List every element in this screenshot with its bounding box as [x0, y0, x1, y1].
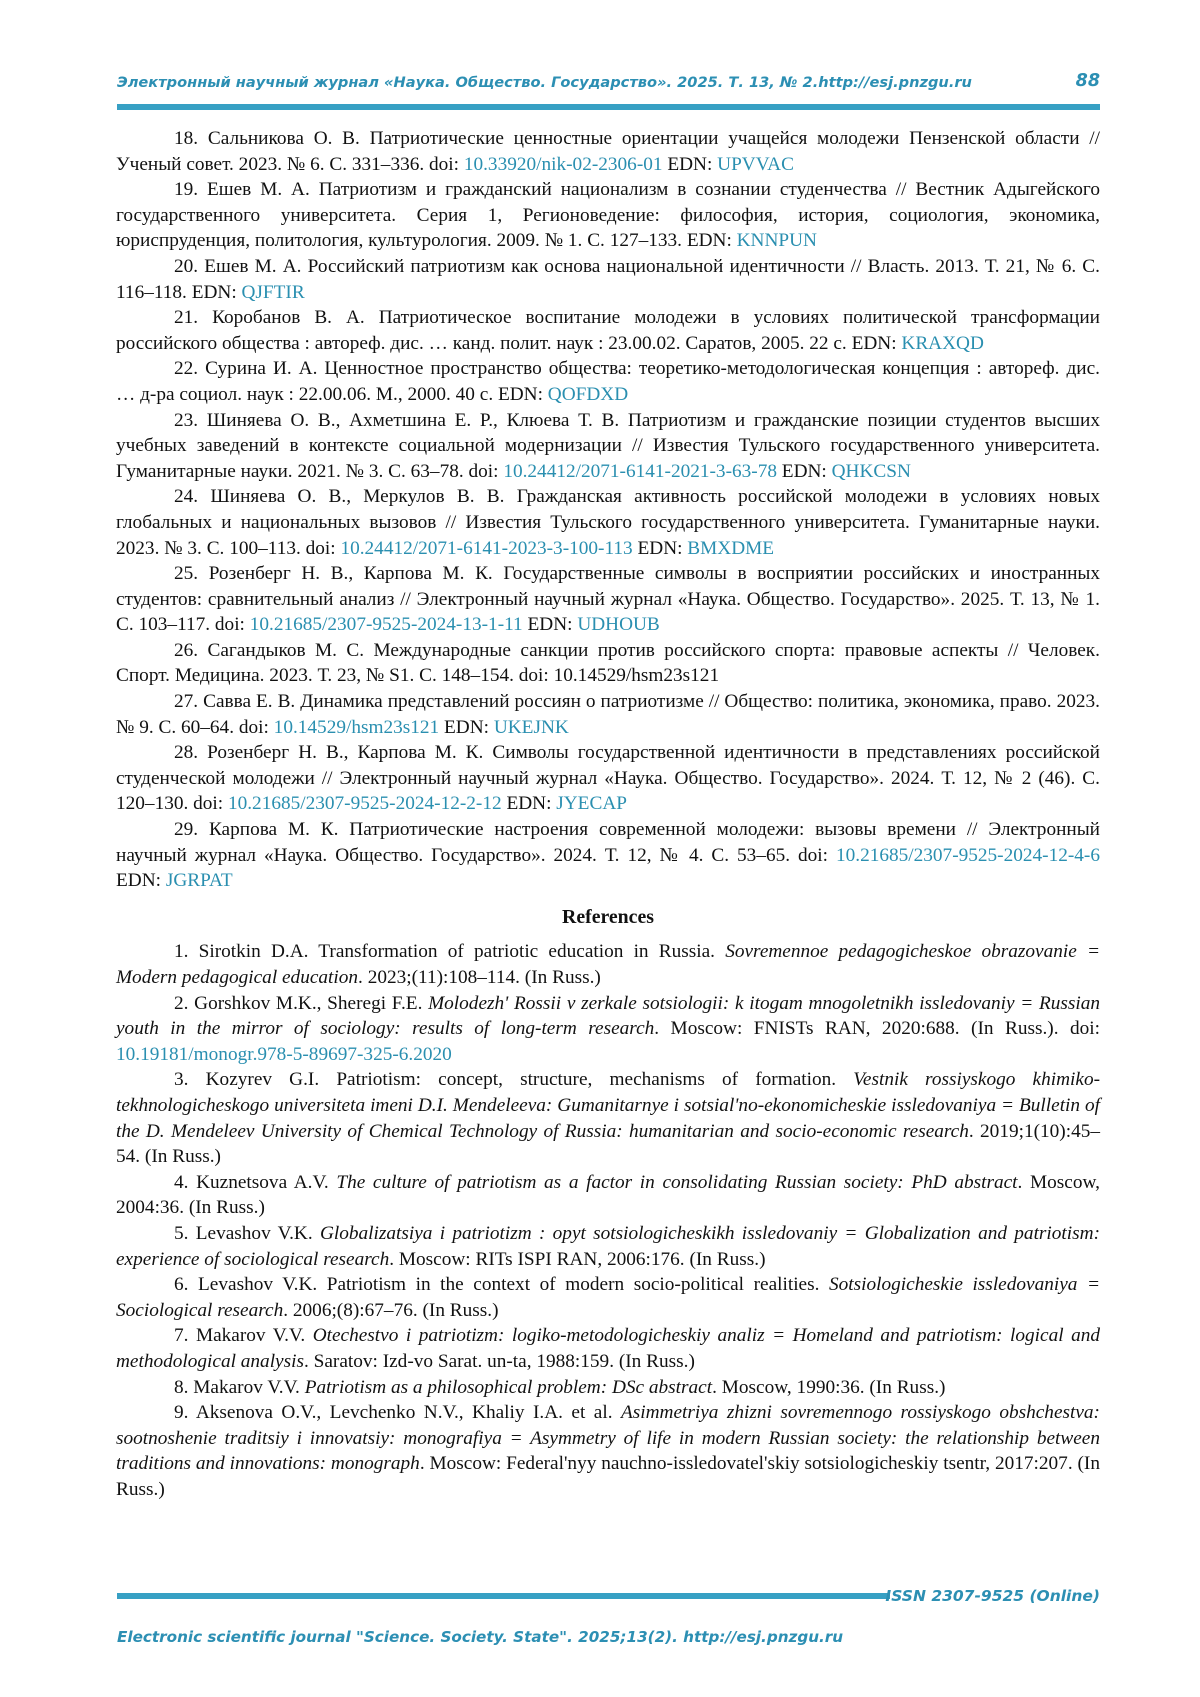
doi-link[interactable]: 10.24412/2071-6141-2021-3-63-78	[503, 460, 777, 482]
edn-label: EDN:	[776, 460, 832, 482]
reference-details: . Moscow, 1990:36. (In Russ.)	[712, 1376, 946, 1398]
doi-link[interactable]: 10.14529/hsm23s121	[273, 716, 440, 738]
reference-details: . 2023;(11):108–114. (In Russ.)	[358, 967, 601, 988]
footer-citation: Electronic scientific journal "Science. Society. State". 2025;13(2). http://esj.pnzgu.ru	[117, 1628, 844, 1646]
reference-item	[116, 484, 1100, 561]
reference-item	[116, 1375, 1100, 1401]
edn-label: EDN:	[522, 614, 578, 636]
edn-link[interactable]: JGRPAT	[165, 870, 233, 892]
reference-item	[116, 638, 1100, 689]
reference-authors: 5. Levashov V.K.	[174, 1222, 320, 1244]
reference-item	[116, 177, 1100, 254]
reference-source: Molodezh' Rossii v zerkale sotsiologii: k itogam mnogoletnikh issledovaniy = Russian youth in the mirror of sociology: results of long-term research	[116, 992, 1101, 1040]
reference-item	[116, 1170, 1100, 1221]
reference-details: . Moscow: RITs ISPI RAN, 2006:176. (In Russ.)	[389, 1248, 766, 1270]
reference-text: 25. Розенберг Н. В., Карпова М. К. Государственные символы в восприятии российских и иностранных студентов: сравнительный анализ // Электронный научный журнал «Наука. Общество. Государство». 2025. Т. 13, № 1. С. 103–117. doi:	[116, 563, 1100, 636]
doi-link[interactable]: 10.21685/2307-9525-2024-13-1-11	[249, 614, 523, 636]
reference-text: 27. Савва Е. В. Динамика представлений россиян о патриотизме // Общество: политика, экономика, право. 2023. № 9. С. 60–64. doi:	[116, 691, 1100, 738]
russian-references-list	[116, 126, 1100, 894]
reference-authors: 2. Gorshkov M.K., Sheregi F.E.	[174, 992, 429, 1014]
reference-item	[116, 561, 1100, 638]
reference-authors: 4. Kuznetsova A.V.	[174, 1171, 337, 1193]
reference-text: 29. Карпова М. К. Патриотические настроения современной молодежи: вызовы времени // Электронный научный журнал «Наука. Общество. Государство». 2024. Т. 12, № 4. С. 53–65. doi:	[116, 819, 1100, 866]
reference-item	[116, 740, 1100, 817]
reference-text: 22. Сурина И. А. Ценностное пространство общества: теоретико-методологическая концепция : автореф. дис. … д-ра социол. наук : 22.00.06. М., 2000. 40 с. EDN:	[116, 358, 1100, 405]
reference-item	[116, 1221, 1100, 1272]
reference-text: 26. Сагандыков М. С. Международные санкции против российского спорта: правовые аспекты // Человек. Спорт. Медицина. 2023. Т. 23, № S1. С. 148–154. doi: 10.14529/hsm23s121	[116, 639, 1100, 687]
reference-text: 21. Коробанов В. А. Патриотическое воспитание молодежи в условиях политической трансформации российского общества : автореф. дис. … канд. полит. наук : 23.00.02. Саратов, 2005. 22 с. EDN:	[116, 307, 1100, 354]
edn-label: EDN:	[439, 716, 494, 738]
reference-text: 18. Сальникова О. В. Патриотические ценностные ориентации учащейся молодежи Пензенской области // Ученый совет. 2023. № 6. С. 331–336. doi:	[116, 128, 1100, 175]
edn-label: EDN:	[632, 537, 688, 559]
reference-item	[116, 1067, 1100, 1169]
reference-item	[116, 991, 1100, 1068]
reference-details: . 2019;1(10):45–54. (In Russ.)	[116, 1120, 1100, 1168]
reference-item	[116, 817, 1100, 894]
footer-divider	[117, 1593, 890, 1599]
reference-text: 23. Шиняева О. В., Ахметшина Е. Р., Клюева Т. В. Патриотизм и гражданские позиции студентов высших учебных заведений в контексте социальной модернизации // Известия Тульского государственного университета. Гуманитарные науки. 2021. № 3. С. 63–78. doi:	[116, 409, 1100, 482]
edn-link[interactable]: KRAXQD	[901, 332, 984, 354]
reference-text: 28. Розенберг Н. В., Карпова М. К. Символы государственной идентичности в представлениях российской студенческой молодежи // Электронный научный журнал «Наука. Общество. Государство». 2024. Т. 12, № 2 (46). С. 120–130. doi:	[116, 742, 1100, 815]
reference-text: 24. Шиняева О. В., Меркулов В. В. Гражданская активность российской молодежи в условиях новых глобальных и национальных вызовов // Известия Тульского государственного университета. Гуманитарные науки. 2023. № 3. С. 100–113. doi:	[116, 486, 1100, 559]
edn-link[interactable]: UDHOUB	[577, 614, 660, 636]
issn-label: ISSN 2307-9525 (Online)	[885, 1587, 1100, 1605]
reference-item	[116, 689, 1100, 740]
edn-link[interactable]: UKEJNK	[493, 716, 569, 738]
page-number: 88	[1075, 71, 1100, 91]
doi-link[interactable]: 10.21685/2307-9525-2024-12-4-6	[835, 844, 1100, 866]
reference-source: Otechestvo i patriotizm: logiko-metodologicheskiy analiz = Homeland and patriotism: logical and methodological analysis	[116, 1325, 1100, 1372]
reference-authors: 1. Sirotkin D.A. Transformation of patriotic education in Russia.	[174, 941, 726, 963]
edn-link[interactable]: UPVVAC	[717, 153, 794, 175]
doi-link[interactable]: 10.19181/monogr.978-5-89697-325-6.2020	[116, 1043, 452, 1065]
reference-item	[116, 939, 1100, 990]
reference-item	[116, 126, 1100, 177]
reference-authors: 9. Aksenova O.V., Levchenko N.V., Khaliy I.A. et al.	[174, 1402, 621, 1424]
edn-link[interactable]: QHKCSN	[831, 460, 911, 482]
edn-label: EDN:	[501, 793, 557, 815]
bibliography-body	[116, 126, 1100, 1502]
reference-authors: 7. Makarov V.V.	[174, 1325, 313, 1347]
reference-source: Vestnik rossiyskogo khimiko-tekhnologicheskogo universiteta imeni D.I. Mendeleeva: Gumanitarnye i sotsial'no-ekonomicheskie issledovaniya = Bulletin of the D. Mendeleev University of Chemical Technology of Russia: humanitarian and socio-economic research	[116, 1069, 1101, 1142]
reference-source: Globalizatsiya i patriotizm : opyt sotsiologicheskikh issledovaniy = Globalization and patriotism: experience of sociological research	[116, 1222, 1100, 1270]
doi-link[interactable]: 10.24412/2071-6141-2023-3-100-113	[340, 537, 633, 559]
edn-label: EDN:	[662, 153, 718, 175]
reference-details: . Moscow: Federal'nyy nauchno-issledovatel'skiy sotsiologicheskiy tsentr, 2017:207. (In Russ.)	[116, 1453, 1100, 1500]
reference-source: Sovremennoe pedagogicheskoe obrazovanie = Modern pedagogical education	[116, 941, 1101, 988]
reference-details: . Moscow, 2004:36. (In Russ.)	[116, 1171, 1100, 1219]
reference-text: 19. Ешев М. А. Патриотизм и гражданский национализм в сознании студенчества // Вестник Адыгейского государственного университета. Серия 1, Регионоведение: философия, история, социология, экономика, юриспруденция, политология, культурология. 2009. № 1. С. 127–133. EDN:	[116, 179, 1100, 252]
reference-source: Patriotism as a philosophical problem: DSc abstract	[304, 1376, 713, 1398]
reference-authors: 6. Levashov V.K. Patriotism in the context of modern socio-political realities.	[174, 1274, 830, 1296]
edn-link[interactable]: JYECAP	[556, 793, 627, 815]
reference-source: Sotsiologicheskie issledovaniya = Sociological research	[116, 1274, 1100, 1321]
journal-header-title: Электронный научный журнал «Наука. Общество. Государство». 2025. Т. 13, № 2.http://esj.pnzgu.ru	[117, 74, 972, 91]
reference-source: The culture of patriotism as a factor in consolidating Russian society: PhD abstract	[336, 1171, 1018, 1193]
reference-item	[116, 356, 1100, 407]
references-heading: References	[562, 905, 654, 928]
edn-label: EDN:	[116, 870, 166, 892]
edn-link[interactable]: BMXDME	[687, 537, 775, 559]
reference-details: . 2006;(8):67–76. (In Russ.)	[283, 1299, 499, 1321]
edn-link[interactable]: KNNPUN	[736, 230, 817, 252]
doi-link[interactable]: 10.33920/nik-02-2306-01	[463, 153, 663, 175]
reference-authors: 8. Makarov V.V.	[174, 1376, 305, 1398]
reference-details: . Moscow: FNISTs RAN, 2020:688. (In Russ.). doi:	[654, 1018, 1100, 1040]
reference-details: . Saratov: Izd-vo Sarat. un-ta, 1988:159. (In Russ.)	[303, 1350, 695, 1372]
running-header	[117, 71, 1100, 97]
reference-item	[116, 1272, 1100, 1323]
doi-link[interactable]: 10.21685/2307-9525-2024-12-2-12	[227, 793, 502, 815]
edn-link[interactable]: QJFTIR	[241, 281, 305, 303]
reference-authors: 3. Kozyrev G.I. Patriotism: concept, structure, mechanisms of formation.	[174, 1069, 854, 1091]
reference-item	[116, 1400, 1100, 1502]
reference-item	[116, 1323, 1100, 1374]
reference-item	[116, 305, 1100, 356]
reference-text: 20. Ешев М. А. Российский патриотизм как основа национальной идентичности // Власть. 2013. Т. 21, № 6. С. 116–118. EDN:	[116, 255, 1100, 303]
reference-item	[116, 254, 1100, 305]
english-references-list	[116, 939, 1100, 1502]
header-divider	[117, 104, 1100, 110]
reference-item	[116, 408, 1100, 485]
reference-source: Asimmetriya zhizni sovremennogo rossiyskogo obshchestva: sootnoshenie traditsiy i innovatsiy: monografiya = Asymmetry of life in modern Russian society: the relationship between traditions and innovations: monograph	[116, 1402, 1100, 1475]
edn-link[interactable]: QOFDXD	[547, 383, 629, 405]
